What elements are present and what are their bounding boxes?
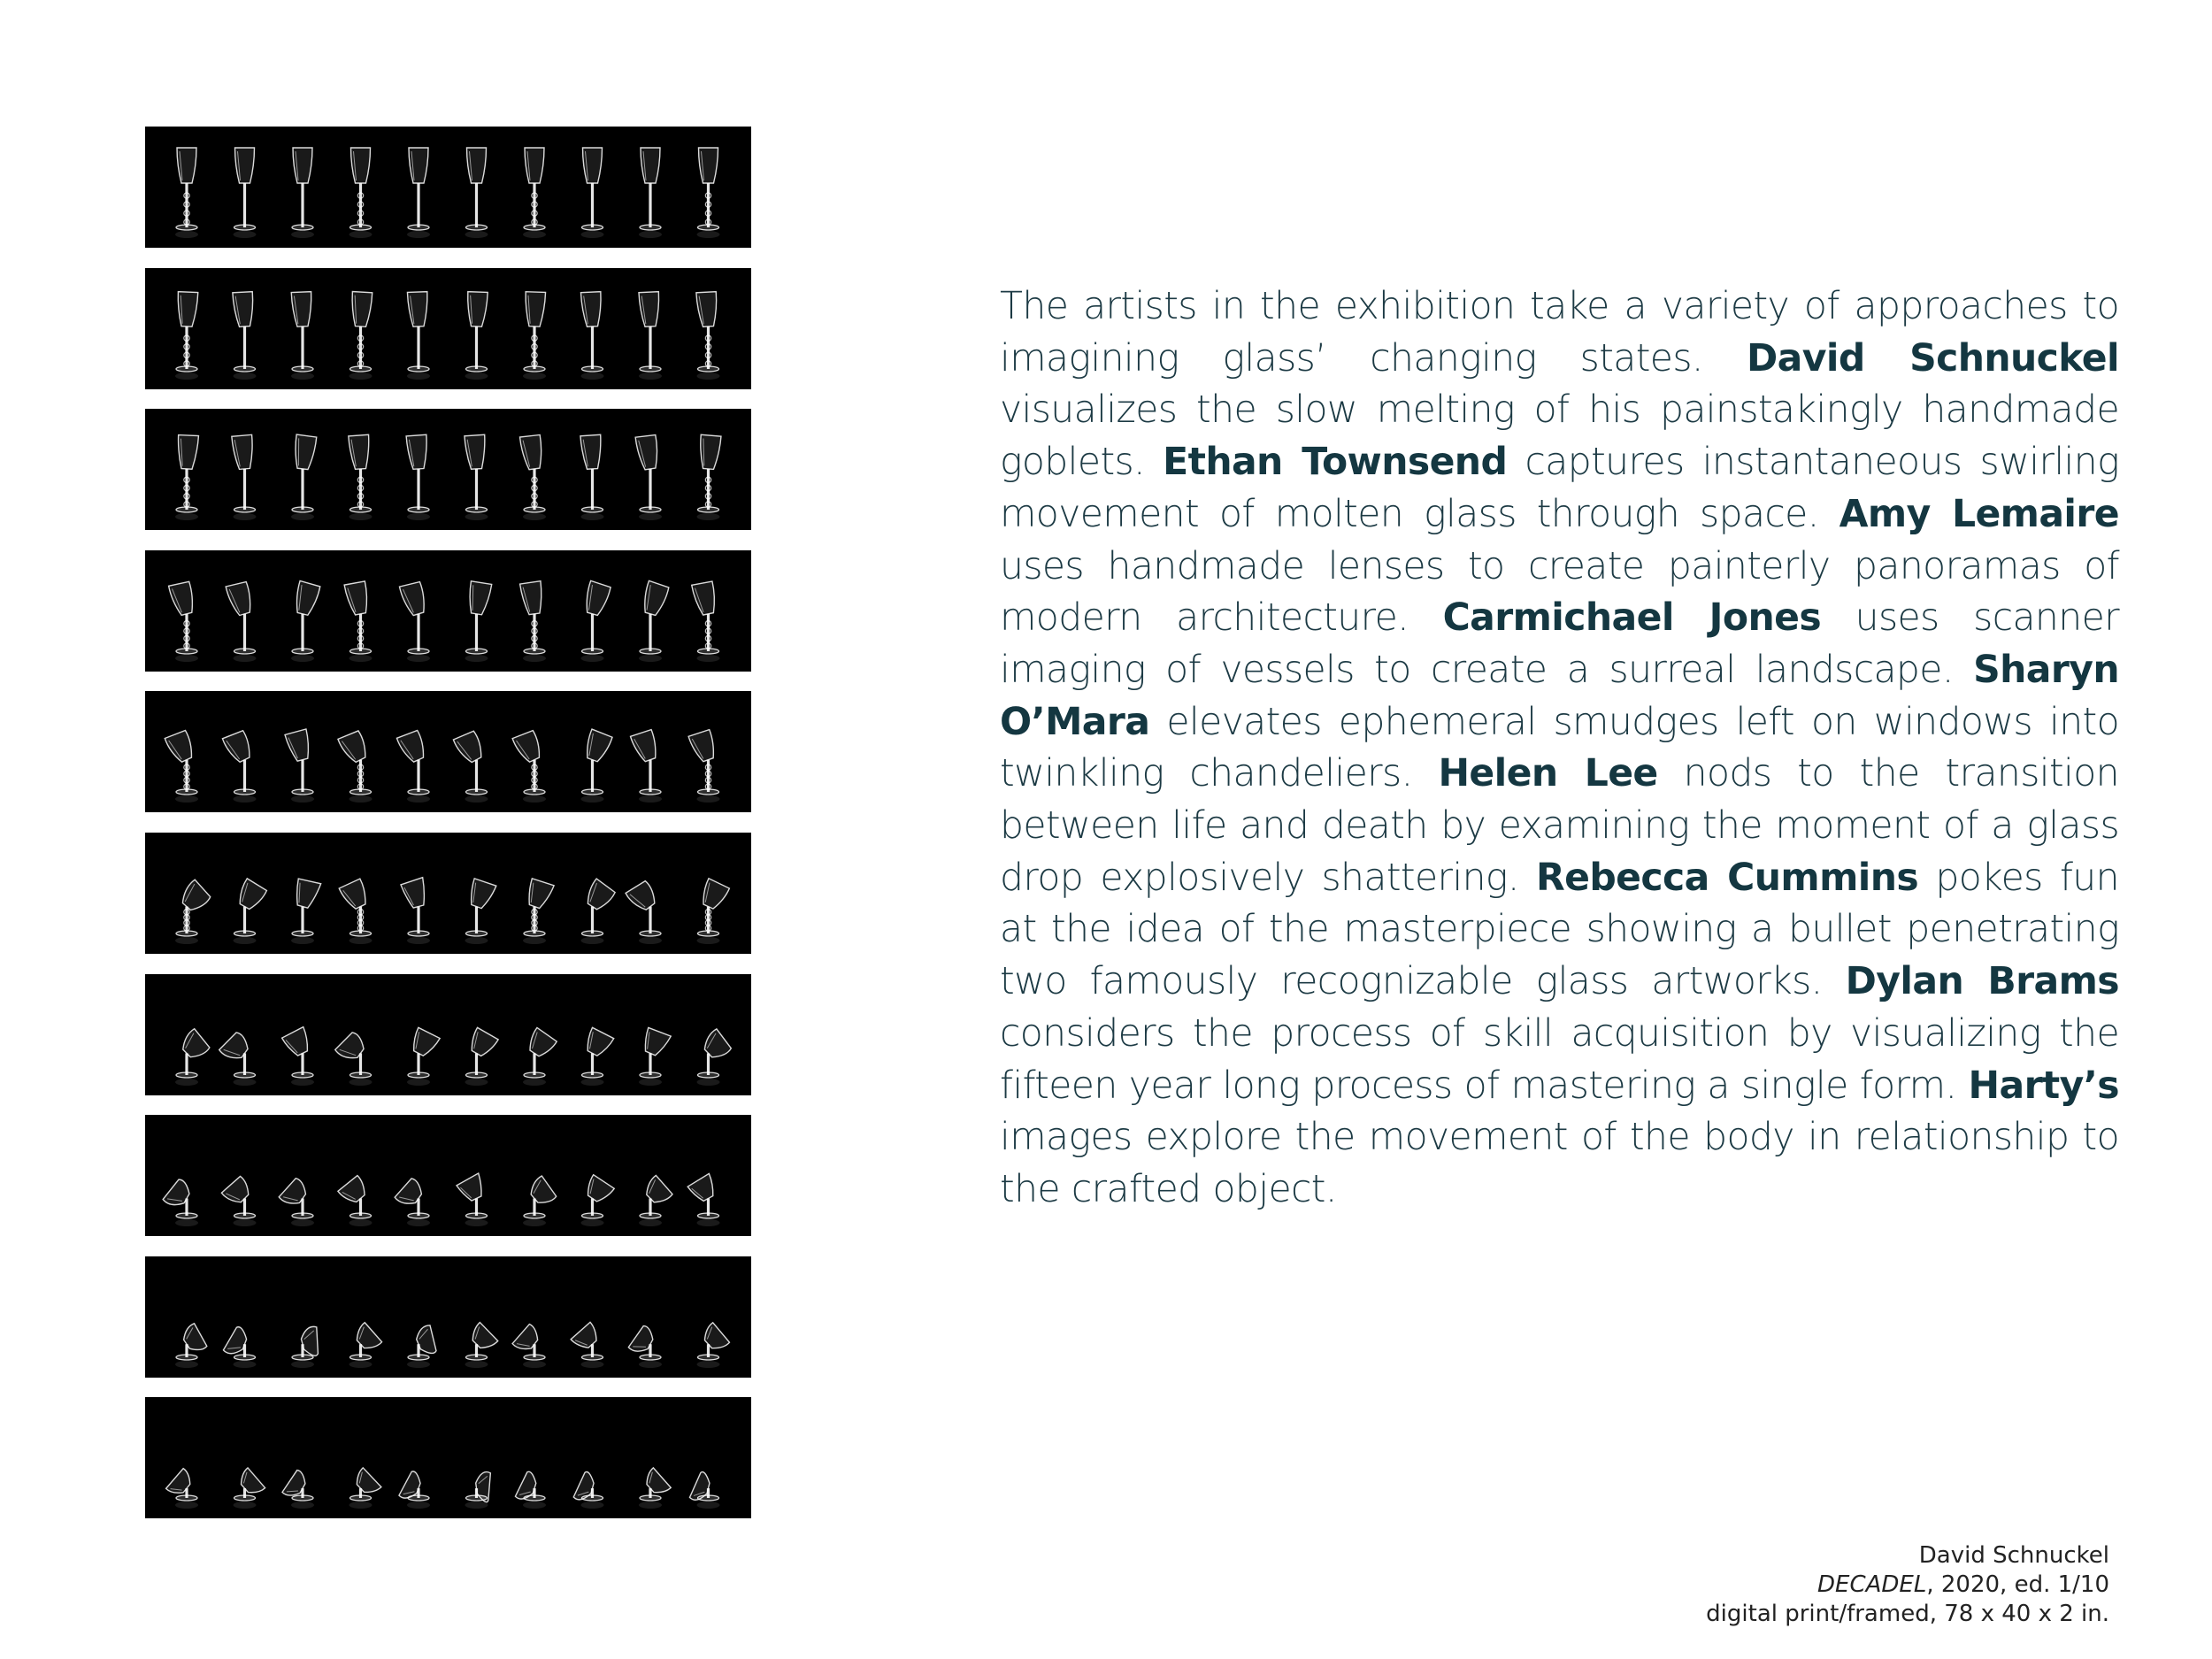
goblet bbox=[223, 1325, 257, 1368]
goblet bbox=[453, 730, 488, 803]
goblet bbox=[571, 1322, 603, 1368]
goblet bbox=[281, 1026, 314, 1085]
goblet bbox=[279, 1176, 314, 1226]
goblet bbox=[465, 148, 488, 238]
goblet bbox=[234, 1468, 265, 1509]
goblet bbox=[407, 1027, 440, 1086]
goblet bbox=[512, 1323, 546, 1368]
goblet bbox=[465, 291, 488, 379]
essay-text-segment: elevates ephemeral smudges left on windows into twinkling chandeliers. bbox=[1000, 700, 2119, 796]
photo-strip bbox=[145, 550, 751, 672]
goblet bbox=[401, 878, 430, 944]
essay-text-segment: captures instantaneous swirling movement of molten glass through space. bbox=[1000, 441, 2119, 536]
goblet bbox=[688, 729, 719, 803]
goblet bbox=[523, 1027, 557, 1086]
goblet bbox=[349, 434, 373, 520]
goblet bbox=[639, 1026, 671, 1086]
goblet bbox=[407, 1325, 441, 1368]
caption-medium: digital print/framed, 78 x 40 x 2 in. bbox=[1706, 1601, 2109, 1627]
goblet bbox=[406, 434, 430, 520]
goblet bbox=[465, 1471, 495, 1509]
goblet bbox=[465, 878, 496, 944]
goblet-row bbox=[145, 1256, 751, 1378]
goblet bbox=[581, 729, 613, 803]
artist-name: Helen Lee bbox=[1438, 752, 1658, 796]
goblet bbox=[175, 434, 198, 520]
goblet bbox=[291, 878, 321, 944]
goblet bbox=[407, 291, 430, 379]
goblet bbox=[689, 1471, 719, 1509]
goblet bbox=[639, 1175, 673, 1226]
essay-text-segment: considers the process of skill acquisition by visualizing the fifteen year long process of mastering a single form. bbox=[1000, 1011, 2119, 1108]
goblet bbox=[166, 1468, 198, 1509]
goblet bbox=[692, 580, 720, 661]
goblet-row bbox=[145, 833, 751, 954]
goblet bbox=[222, 729, 256, 803]
goblet bbox=[581, 1175, 615, 1227]
goblet-row bbox=[145, 409, 751, 530]
artist-name: Ethan Townsend bbox=[1163, 441, 1508, 485]
goblet bbox=[339, 879, 372, 944]
goblet bbox=[465, 581, 492, 662]
goblet bbox=[456, 1173, 488, 1226]
goblet bbox=[175, 1323, 209, 1368]
goblet bbox=[291, 434, 317, 520]
goblet bbox=[639, 580, 669, 662]
goblet-row bbox=[145, 550, 751, 672]
goblet bbox=[234, 148, 257, 238]
photo-strip bbox=[145, 691, 751, 812]
goblet bbox=[523, 878, 554, 944]
goblet bbox=[282, 1469, 314, 1509]
goblet-row bbox=[145, 1397, 751, 1518]
essay-text-segment: images explore the movement of the body in relationship to the crafted object. bbox=[1000, 1116, 2119, 1211]
goblet bbox=[581, 148, 604, 238]
essay-text-segment: The artists in the exhibition take a variety of approaches to imagining glass’ changing states. bbox=[1000, 285, 2119, 380]
goblet bbox=[232, 434, 257, 520]
goblet bbox=[334, 1029, 372, 1086]
goblet bbox=[697, 434, 721, 520]
goblet bbox=[407, 148, 430, 238]
goblet bbox=[291, 1325, 324, 1368]
artist-name: Sharyn O’Mara bbox=[1000, 648, 2119, 744]
goblet bbox=[399, 1470, 430, 1509]
goblet bbox=[697, 148, 720, 238]
goblet bbox=[523, 148, 546, 238]
goblet bbox=[581, 580, 611, 662]
goblet bbox=[687, 1174, 720, 1227]
goblet bbox=[234, 879, 268, 944]
goblet bbox=[581, 1027, 614, 1086]
goblet bbox=[580, 291, 603, 379]
goblet bbox=[465, 434, 488, 520]
goblet bbox=[581, 879, 617, 944]
photo-strip bbox=[145, 1256, 751, 1378]
goblet bbox=[175, 291, 198, 379]
goblet bbox=[697, 1028, 733, 1086]
artwork-caption bbox=[1706, 1541, 2109, 1629]
goblet bbox=[291, 580, 320, 662]
goblet bbox=[291, 148, 314, 238]
goblet-row bbox=[145, 1115, 751, 1236]
goblet bbox=[349, 1468, 381, 1509]
goblet bbox=[349, 291, 373, 379]
goblet bbox=[465, 1322, 499, 1367]
goblet bbox=[233, 291, 257, 380]
goblet bbox=[696, 291, 720, 380]
photo-strip bbox=[145, 1115, 751, 1236]
goblet bbox=[519, 434, 546, 520]
goblet-row bbox=[145, 974, 751, 1095]
goblet bbox=[349, 1322, 383, 1367]
goblet bbox=[630, 729, 662, 803]
goblet bbox=[399, 580, 430, 662]
goblet bbox=[697, 879, 730, 944]
artist-name: David Schnuckel bbox=[1746, 336, 2119, 380]
artist-name: Amy Lemaire bbox=[1839, 492, 2119, 536]
artist-name: Rebecca Cummins bbox=[1535, 856, 1919, 900]
goblet bbox=[626, 879, 662, 944]
goblet bbox=[291, 291, 314, 379]
photo-strip bbox=[145, 409, 751, 530]
goblet bbox=[639, 291, 662, 379]
artist-name: Carmichael Jones bbox=[1442, 596, 1822, 641]
goblet bbox=[226, 580, 256, 662]
goblet bbox=[515, 1471, 546, 1509]
goblet bbox=[344, 580, 372, 661]
goblet bbox=[163, 1177, 198, 1226]
goblet bbox=[639, 148, 662, 238]
caption-year-edition: , 2020, ed. 1/10 bbox=[1926, 1571, 2109, 1598]
goblet bbox=[349, 148, 373, 238]
goblet bbox=[175, 148, 198, 238]
goblet bbox=[221, 1175, 256, 1226]
essay-text-segment: pokes fun at the idea of the masterpiece showing a bullet penetrating two famously recognizable glass artworks. bbox=[1000, 856, 2119, 1004]
goblet-row bbox=[145, 268, 751, 389]
goblet bbox=[168, 580, 198, 662]
goblet bbox=[465, 1027, 499, 1086]
artist-name: Harty’s bbox=[1968, 1064, 2119, 1108]
goblet bbox=[580, 434, 604, 520]
essay-text-segment: nods to the transition between life and death by examining the moment of a glass drop explosively shattering. bbox=[1000, 752, 2120, 900]
essay-text-segment: uses handmade lenses to create painterly panoramas of modern architecture. bbox=[1000, 544, 2119, 641]
goblet bbox=[396, 729, 430, 803]
goblet bbox=[175, 1028, 211, 1086]
goblet bbox=[219, 1029, 256, 1086]
goblet bbox=[338, 729, 373, 803]
caption-artist: David Schnuckel bbox=[1918, 1542, 2109, 1569]
goblet bbox=[635, 434, 662, 520]
photo-strip bbox=[145, 1397, 751, 1518]
photo-strip bbox=[145, 268, 751, 389]
goblet bbox=[165, 729, 198, 803]
exhibition-essay bbox=[1000, 281, 2119, 1217]
goblet-row bbox=[145, 127, 751, 248]
goblet bbox=[512, 729, 546, 803]
goblet bbox=[573, 1471, 604, 1509]
goblet bbox=[338, 1175, 373, 1226]
goblet bbox=[523, 1176, 558, 1226]
goblet bbox=[697, 1323, 731, 1368]
goblet bbox=[639, 1468, 671, 1509]
goblet bbox=[523, 291, 546, 379]
photo-strip bbox=[145, 974, 751, 1095]
caption-title-line bbox=[1706, 1571, 2109, 1600]
goblet bbox=[395, 1176, 430, 1226]
photo-strip bbox=[145, 833, 751, 954]
goblet bbox=[520, 580, 546, 661]
goblet bbox=[285, 729, 314, 803]
goblet bbox=[628, 1324, 662, 1368]
caption-title: DECADEL bbox=[1817, 1571, 1927, 1598]
artist-name: Dylan Brams bbox=[1845, 960, 2119, 1004]
goblet-row bbox=[145, 691, 751, 812]
goblet bbox=[175, 879, 212, 944]
essay-text-segment: visualizes the slow melting of his painstakingly handmade goblets. bbox=[1000, 388, 2119, 485]
essay-text-segment: uses scanner imaging of vessels to create a surreal landscape. bbox=[1000, 596, 2119, 692]
photo-strip bbox=[145, 127, 751, 248]
